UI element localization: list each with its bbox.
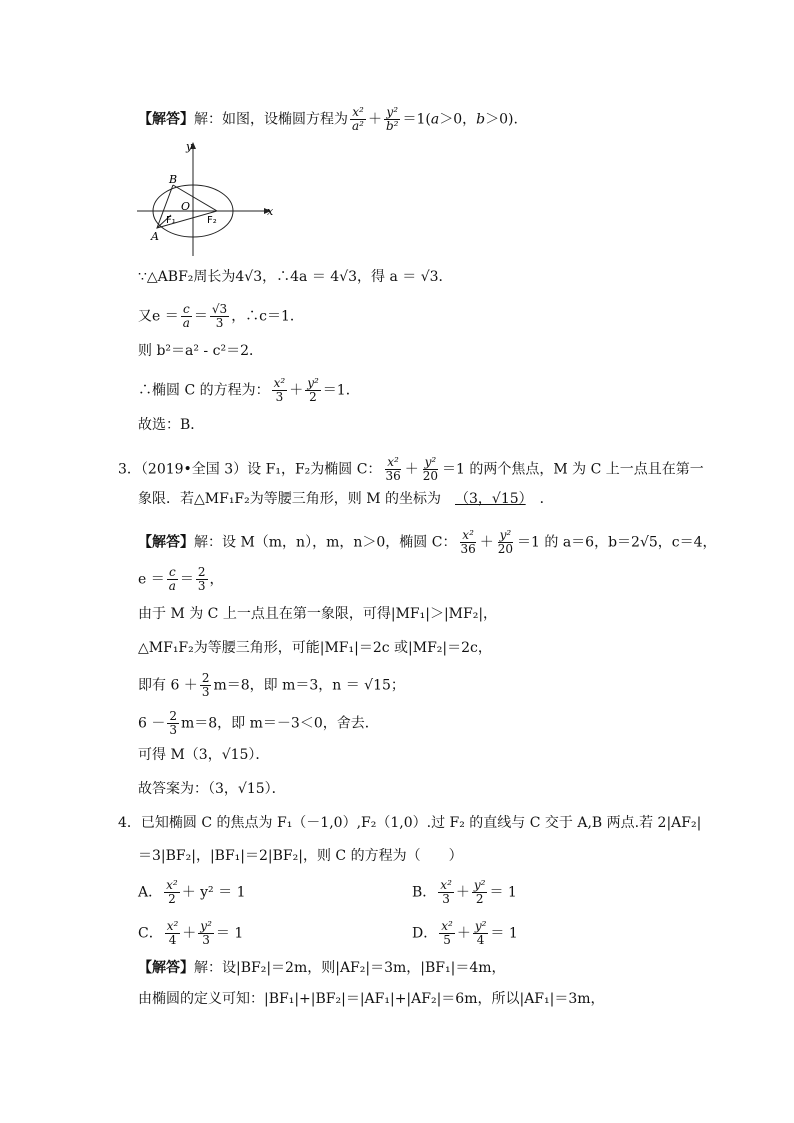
fraction: $\frac{\text{x²}}{3}$: [273, 376, 286, 404]
question-3-answer-4: △MF₁F₂为等腰三角形，可能|MF₁|＝2c 或|MF₂|＝2c，: [138, 640, 492, 656]
fraction: $\frac{2}{3}$: [169, 709, 177, 737]
fraction: $\frac{\text{y²}}{20}$: [422, 455, 438, 483]
question-3-answer-5: 即有 6 ＋ $\frac{2}{3}$ m＝8，即 m＝3，n ＝ √15；: [138, 671, 405, 699]
question-3-answer-8: 故答案为：（3，√15）．: [138, 781, 286, 797]
option-d[interactable]: D． $\frac{\text{x²}}{5}$ ＋ $\frac{\text{y²}}{4}$ ＝ 1: [412, 919, 518, 947]
label-x: x: [267, 205, 274, 218]
answer-line-4: 则 b²＝a² - c²＝2．: [138, 343, 263, 359]
option-b[interactable]: B． $\frac{\text{x²}}{3}$ ＋ $\frac{\text{y²}}{2}$ ＝ 1: [412, 878, 517, 906]
label-b: B: [169, 173, 178, 186]
label-o: O: [181, 200, 191, 213]
label-f1: F₁: [166, 215, 176, 226]
fraction: $\frac{\text{x²}}{\text{a²}}$: [352, 105, 364, 133]
option-a[interactable]: A． $\frac{\text{x²}}{2}$ ＋ y² ＝ 1: [138, 878, 246, 906]
label-f2: F₂: [207, 215, 217, 226]
fraction: $\frac{\text{x²}}{36}$: [460, 528, 476, 556]
fraction: $\frac{c}{a}$: [182, 302, 190, 330]
answer-tag: 【解答】: [138, 111, 194, 128]
question-3-line-2: 象限．若△MF₁F₂为等腰三角形，则 M 的坐标为 （3，√15） ．: [138, 491, 554, 507]
fraction: $\frac{\text{y²}}{20}$: [497, 528, 514, 556]
fraction: $\frac{\text{x²}}{4}$: [166, 919, 179, 947]
fraction: $\frac{\text{x²}}{5}$: [441, 919, 453, 947]
answer-line-1: 【解答】解：如图，设椭圆方程为 $\frac{\text{x²}}{\text{a²}}$ ＋ $\frac{\text{y²}}{\text{b²}}$ ＝1(a＞0，b＞0).: [138, 105, 518, 133]
answer-tag: 【解答】: [138, 534, 194, 551]
fraction: $\frac{2}{3}$: [197, 565, 206, 593]
fraction: $\frac{\text{y²}}{2}$: [307, 376, 319, 404]
fraction: $\frac{\text{x²}}{2}$: [166, 878, 178, 906]
question-number: 4．: [118, 815, 141, 831]
fraction: $\frac{2}{3}$: [201, 671, 210, 699]
option-c[interactable]: C． $\frac{\text{x²}}{4}$ ＋ $\frac{\text{y²}}{3}$ ＝ 1: [138, 919, 244, 947]
question-3-answer-6: 6 － $\frac{2}{3}$ m＝8，即 m＝－3＜0，舍去．: [138, 709, 379, 737]
answer-tag: 【解答】: [138, 960, 194, 976]
label-a: A: [151, 230, 159, 243]
question-4-answer-1: 【解答】解：设|BF₂|＝2m，则|AF₂|＝3m，|BF₁|＝4m，: [138, 960, 506, 976]
question-3-answer-3: 由于 M 为 C 上一点且在第一象限，可得|MF₁|＞|MF₂|，: [138, 606, 498, 622]
question-4-line-1: 4．已知椭圆 C 的焦点为 F₁（－1,0）,F₂（1,0）.过 F₂ 的直线与 C 交于 A,B 两点.若 2|AF₂|: [118, 815, 702, 831]
question-3-answer-7: 可得 M（3，√15）．: [138, 747, 270, 763]
fill-in-answer: （3，√15）: [455, 491, 526, 507]
answer-line-3: 又e ＝ $\frac{c}{a}$ ＝ $\frac{√3}{3}$ ，∴c＝1．: [138, 302, 304, 330]
answer-line-5: ∴椭圆 C 的方程为： $\frac{\text{x²}}{3}$ ＋ $\frac{\text{y²}}{2}$ ＝1．: [138, 376, 360, 404]
fraction: $\frac{\text{y²}}{4}$: [474, 919, 487, 947]
question-4-answer-2: 由椭圆的定义可知：|BF₁|+|BF₂|＝|AF₁|+|AF₂|＝6m，所以|AF₁|＝3m，: [138, 991, 605, 1007]
question-number: 3．: [118, 461, 141, 478]
fraction: $\frac{√3}{3}$: [211, 302, 228, 330]
question-3-answer-1: 【解答】解：设 M（m，n），m，n＞0，椭圆 C： $\frac{\text{x²}}{36}$ ＋ $\frac{\text{y²}}{20}$ ＝1 的 a＝6，b＝2√5，c＝4，: [138, 528, 717, 556]
label-y: y: [186, 140, 193, 153]
question-4-line-2: ＝3|BF₂|，|BF₁|＝2|BF₂|，则 C 的方程为（ ）: [138, 848, 463, 864]
ellipse-diagram: [133, 140, 278, 258]
fraction: $\frac{\text{y²}}{2}$: [473, 878, 486, 906]
answer-line-2: ∵△ABF₂周长为4√3，∴4a ＝ 4√3，得 a ＝ √3．: [138, 269, 453, 285]
fraction: $\frac{\text{x²}}{3}$: [440, 878, 452, 906]
question-3-line-1: 3．（2019•全国 3）设 F₁，F₂为椭圆 C： $\frac{\text{x²}}{36}$ ＋ $\frac{\text{y²}}{20}$ ＝1 的两个焦点，M 为 C 上一点且在第一: [118, 455, 704, 483]
fraction: $\frac{c}{a}$: [168, 565, 176, 593]
fraction: $\frac{\text{x²}}{36}$: [385, 455, 401, 483]
answer-line-6: 故选：B．: [138, 417, 205, 433]
fraction: $\frac{\text{y²}}{3}$: [200, 919, 212, 947]
question-3-answer-2: e ＝ $\frac{c}{a}$ ＝ $\frac{2}{3}$ ，: [138, 565, 224, 593]
fraction: $\frac{\text{y²}}{\text{b²}}$: [385, 105, 399, 133]
